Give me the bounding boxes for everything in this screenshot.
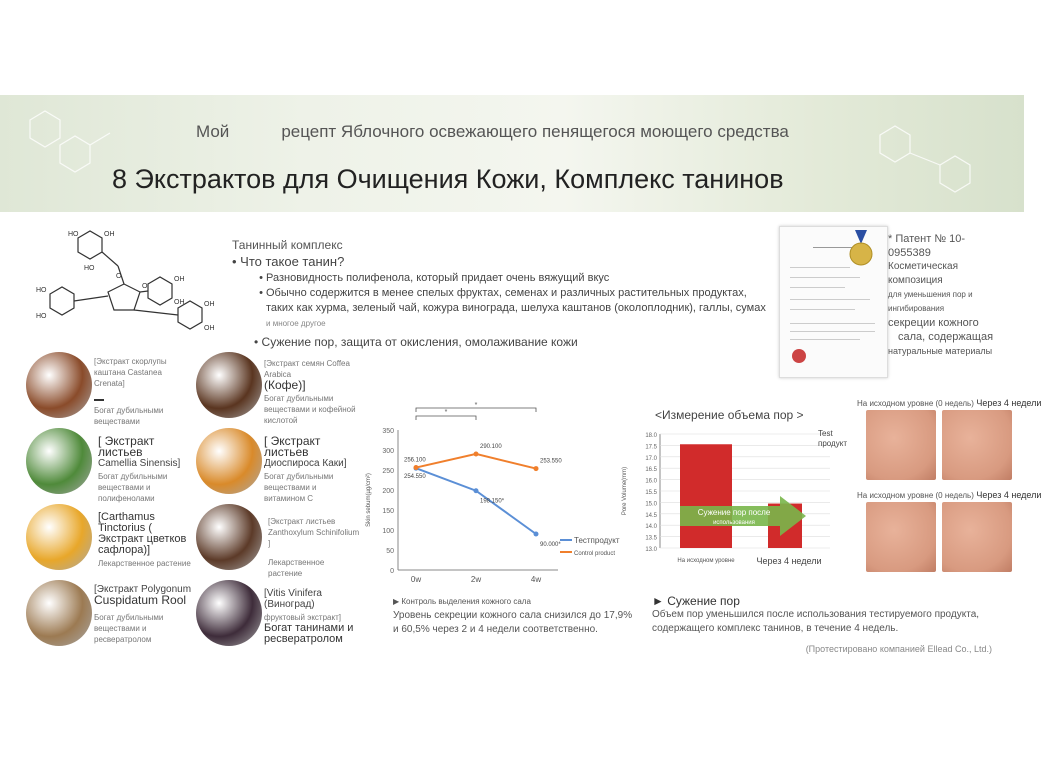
header-subtitle — [196, 122, 789, 142]
tannin-heading: Танинный комплекс — [232, 238, 343, 252]
medal-icon — [847, 230, 877, 270]
significance-bracket — [416, 416, 476, 420]
y-tick-label: 15.0 — [645, 501, 657, 508]
pore-note-heading: ► Сужение пор — [652, 594, 740, 608]
extract-name: [ Экстракт листьев — [98, 434, 155, 459]
extract-name-big: (Кофе)] — [264, 378, 306, 392]
legend-label: продукт — [818, 439, 847, 448]
svg-text:OH: OH — [104, 231, 115, 238]
extract-name-big: Диоспироса Каки] — [264, 458, 347, 469]
y-tick-label: 100 — [382, 528, 394, 535]
tannin-question: • Что такое танин? — [232, 254, 345, 269]
tannin-bullet: • Обычно содержится в менее спелых фруктах, семенах и различных растительных продуктах, таких как хурма, зеленый чай, кожура винограда, шелуха каштанов (околоплодник), галлы, сумах и многое другое — [266, 286, 772, 331]
extract-desc: Лекарственное растение — [98, 559, 191, 568]
subtitle-right: рецепт Яблочного освежающего пенящегося моющего средства — [281, 122, 789, 141]
extract-desc: Лекарственное растение — [268, 558, 325, 578]
svg-text:O: O — [142, 283, 148, 290]
data-point — [474, 451, 479, 456]
sebum-caption: ▶ Контроль выделения кожного сала — [393, 597, 531, 606]
legend-label: Тестпродукт — [574, 536, 620, 545]
y-tick-label: 17.5 — [645, 444, 657, 451]
y-tick-label: 0 — [390, 568, 394, 575]
y-tick-label: 200 — [382, 488, 394, 495]
tannin-other: и многое другое — [266, 319, 326, 328]
extract-name: [Экстракт Polygonum — [94, 584, 192, 595]
y-tick-label: 50 — [386, 548, 394, 555]
skin-label-row1: На исходном уровне (0 недель) Через 4 недели — [857, 398, 1041, 408]
x-tick-label: 2w — [470, 575, 482, 584]
coffee-extract-image — [196, 352, 262, 418]
svg-text:HO: HO — [84, 265, 95, 272]
data-point — [474, 488, 479, 493]
data-label: 90.000* — [540, 542, 561, 548]
y-tick-label: 18.0 — [645, 433, 657, 439]
skin-photo-baseline — [866, 410, 936, 480]
tannin-last: • Сужение пор, защита от окисления, омолаживание кожи — [254, 335, 578, 349]
patent-line: натуральные материалы — [888, 346, 993, 356]
persimmon-extract-image — [196, 428, 262, 494]
grape-extract-image — [196, 580, 262, 646]
y-tick-label: 250 — [382, 468, 394, 475]
x-tick-label: На исходном уровне — [677, 558, 735, 564]
data-label: 253.550 — [540, 458, 562, 465]
arrow-label: использования — [713, 520, 755, 526]
y-axis-label: Skin sebum(µg/cm²) — [366, 473, 372, 527]
bar — [680, 444, 732, 548]
extract-desc: Богат дубильными веществами и полифенолами — [98, 472, 168, 503]
sebum-line-chart — [358, 400, 638, 590]
extract-caption — [268, 514, 360, 579]
subtitle-left: Мой — [196, 122, 230, 141]
legend-label: Test — [818, 429, 833, 438]
sebum-note-text: Уровень секреции кожного сала снизился до 17,9% и 60,5% через 2 и 4 недели соответственно. — [393, 610, 633, 635]
extract-name: [ Экстракт листьев — [264, 434, 321, 459]
arrow-label: Сужение пор после — [697, 508, 771, 517]
extract-name: [Экстракт скорлупы каштана Castanea Crenata] — [94, 357, 167, 388]
x-tick-label: 0w — [410, 575, 422, 584]
y-tick-label: 16.0 — [645, 478, 657, 485]
patent-line: для уменьшения пор и ингибирования — [888, 290, 973, 313]
patent-line: Косметическая композиция — [888, 261, 958, 286]
safflower-extract-image — [26, 504, 92, 570]
significance-mark: * — [444, 409, 448, 416]
data-label: 198.150* — [480, 498, 505, 505]
svg-text:O: O — [116, 273, 122, 280]
extract-desc: Богат дубильными веществами и витамином C — [264, 472, 334, 503]
patent-info — [888, 232, 998, 358]
x-tick-label: Через 4 недели — [756, 556, 822, 566]
pore-note-text: Объем пор уменьшился после использования тестируемого продукта, содержащего комплекс танинов, в течение 4 недель. — [652, 609, 980, 634]
data-point — [414, 465, 419, 470]
green-tea-extract-image — [26, 428, 92, 494]
extract-name-big: Camellia Sinensis] — [98, 458, 181, 469]
skin-photo-baseline — [866, 502, 936, 572]
tannin-description — [232, 238, 772, 349]
svg-text:OH: OH — [204, 301, 215, 308]
y-tick-label: 16.5 — [645, 467, 657, 474]
tannin-structure-icon — [28, 226, 228, 344]
data-label: 254.550 — [404, 474, 426, 481]
skin-label-row2: На исходном уровне (0 недель) Через 4 недели — [857, 490, 1041, 500]
page-title: 8 Экстрактов для Очищения Кожи, Комплекс танинов — [112, 164, 784, 194]
y-tick-label: 17.0 — [645, 455, 657, 462]
svg-text:HO: HO — [36, 313, 47, 320]
patent-line: сала, содержащая — [898, 331, 994, 343]
y-tick-label: 300 — [382, 448, 394, 455]
extract-desc: Богат дубильными веществами и кофейной кислотой — [264, 394, 356, 425]
extract-caption — [98, 436, 190, 504]
tannin-bullet: • Разновидность полифенола, который придает очень вяжущий вкус — [266, 271, 772, 286]
legend-label: Control product — [574, 551, 616, 557]
data-point — [534, 466, 539, 471]
data-label: 256.100 — [404, 457, 426, 464]
svg-text:OH: OH — [174, 299, 185, 306]
series-line — [416, 468, 536, 534]
y-tick-label: 13.5 — [645, 535, 657, 542]
svg-text:HO: HO — [36, 287, 47, 294]
data-label: 290.100 — [480, 443, 502, 450]
extract-name: [Vitis Vinifera (Виноград) — [264, 588, 322, 610]
extract-caption — [94, 584, 194, 645]
extract-name: [Экстракт семян Coffea Arabica — [264, 359, 350, 379]
y-tick-label: 15.5 — [645, 490, 657, 496]
y-tick-label: 14.5 — [645, 512, 657, 519]
x-tick-label: 4w — [530, 575, 542, 584]
y-tick-label: 350 — [382, 428, 394, 435]
y-tick-label: 14.0 — [645, 524, 657, 531]
y-tick-label: 13.0 — [645, 547, 657, 553]
skin-photo-4weeks — [942, 502, 1012, 572]
data-point — [534, 532, 539, 537]
y-tick-label: 150 — [382, 508, 394, 515]
svg-text:OH: OH — [174, 276, 185, 283]
extract-caption — [264, 588, 368, 645]
svg-text:HO: HO — [68, 231, 79, 238]
zanthoxylum-extract-image — [196, 504, 262, 570]
extract-caption — [98, 512, 200, 569]
pore-chart-title: <Измерение объема пор > — [655, 408, 804, 422]
extract-desc: Богат дубильными веществами — [94, 406, 164, 426]
svg-text:OH: OH — [204, 325, 215, 332]
seal-icon — [792, 349, 806, 363]
extract-caption — [264, 356, 356, 426]
chestnut-extract-image — [26, 352, 92, 418]
pore-note — [652, 594, 992, 654]
extract-name: [Carthamus Tinctorius ( Экстракт цветков сафлора)] — [98, 511, 187, 556]
extract-caption — [94, 354, 186, 427]
pore-bar-chart — [616, 424, 852, 576]
extract-desc: Богат дубильными веществами и ресвератролом — [94, 613, 164, 644]
patent-line: секреции кожного — [888, 317, 979, 329]
y-axis-label: Pore Volume(mm) — [622, 466, 628, 516]
patent-number: * Патент № 10-0955389 — [888, 233, 966, 259]
polygonum-extract-image — [26, 580, 92, 646]
extract-name-big: фруктовый экстракт] — [264, 613, 341, 622]
sebum-note — [393, 596, 633, 637]
extract-name-big: Cuspidatum Rool — [94, 593, 187, 607]
skin-photo-4weeks — [942, 410, 1012, 480]
extract-name: [Экстракт листьев Zanthoxylum Schinifolium ] — [268, 517, 360, 548]
tannin-bullets — [232, 271, 772, 331]
significance-mark: * — [474, 402, 478, 409]
pore-note-ref: (Протестировано компанией Ellead Co., Ltd.) — [805, 644, 992, 654]
extract-desc: Богат танинами и ресвератролом — [264, 622, 354, 645]
extract-caption — [264, 436, 356, 504]
